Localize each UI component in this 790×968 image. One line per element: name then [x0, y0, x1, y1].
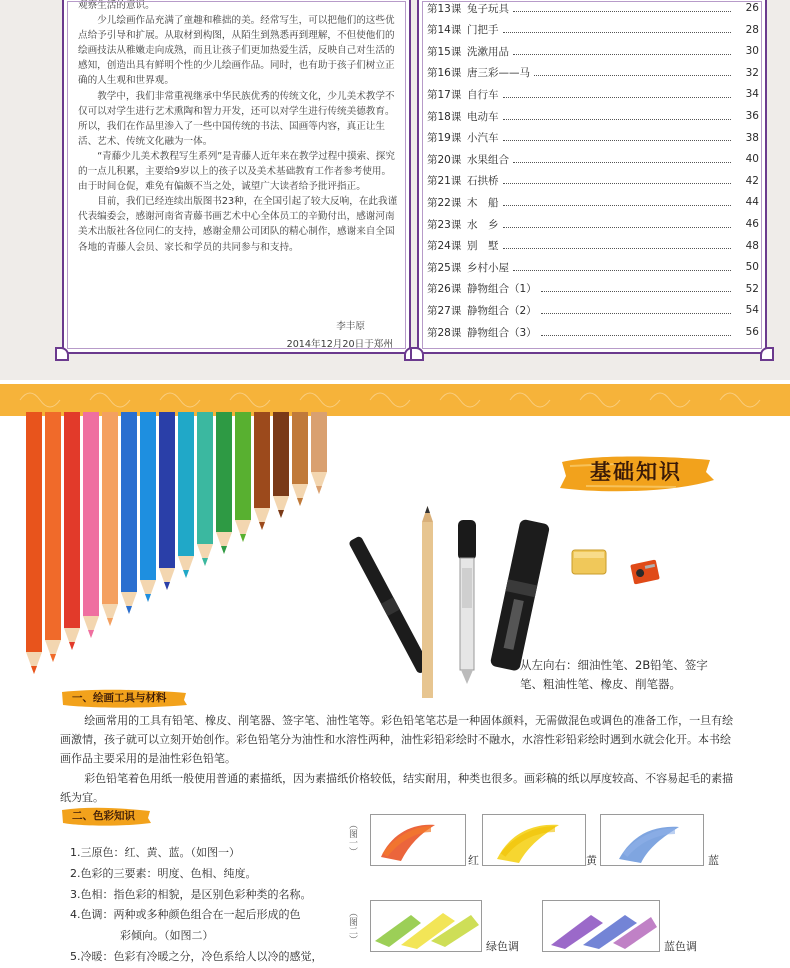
swatch-label: 红 — [468, 854, 479, 867]
preface-paragraph: 教学中，我们非常重视继承中华民族优秀的传统文化，少儿美术教学不仅可以对学生进行艺术熏陶和智力开发，还可以对学生进行传统美德教育。所以，我们在作品里渗入了一些中国传统的书法、国画等内容，真正让生活、艺术、传统文化融为一体。 — [78, 90, 395, 147]
toc-leader-dots — [503, 227, 732, 228]
toc-lesson-title: 水 乡 — [467, 218, 499, 231]
toc-lesson-title: 自行车 — [467, 88, 499, 101]
toc-row[interactable] — [427, 256, 759, 278]
toc-leader-dots — [503, 248, 732, 249]
figure-label: （图一） — [347, 820, 357, 856]
toc-lesson-title: 别 墅 — [467, 240, 499, 253]
toc-lesson-title: 石拱桥 — [467, 175, 499, 188]
toc-page-number: 48 — [745, 239, 759, 252]
toc-lesson-number: 第20课 — [427, 153, 462, 166]
toc-row[interactable] — [427, 191, 759, 213]
toc-page-number: 36 — [745, 110, 759, 122]
swatch-blue-tone — [542, 900, 660, 952]
swatch-label: 黄 — [586, 854, 597, 867]
toc-lesson-number: 第17课 — [427, 88, 462, 101]
color-list-item: 4.色调：两种或多种颜色组合在一起后形成的色 — [70, 908, 301, 922]
tools-caption: 从左向右：细油性笔、2B铅笔、签字笔、粗油性笔、橡皮、削笔器。 — [520, 658, 708, 691]
swatch-blue — [600, 814, 704, 866]
toc-row[interactable] — [427, 321, 759, 343]
toc-lesson-title: 木 船 — [467, 196, 499, 209]
toc-lesson-number: 第21课 — [427, 175, 462, 188]
toc-lesson-number: 第27课 — [427, 304, 462, 317]
toc-leader-dots — [541, 313, 731, 314]
toc-lesson-title: 静物组合（2） — [467, 304, 537, 317]
toc-page-number: 34 — [745, 88, 759, 101]
toc-leader-dots — [503, 32, 732, 33]
toc-lesson-number: 第23课 — [427, 218, 462, 231]
colored-pencil-icon — [45, 412, 61, 662]
swatch-green-tone — [370, 900, 482, 952]
toc-lesson-number: 第26课 — [427, 283, 462, 296]
toc-lesson-number: 第16课 — [427, 67, 462, 80]
toc-row[interactable] — [427, 127, 759, 149]
colored-pencil-icon — [254, 412, 270, 530]
color-list-item: 1.三原色：红、黄、蓝。（如图一） — [70, 846, 240, 859]
preface-paragraph: “青藤少儿美术教程写生系列”是青藤人近年来在教学过程中摸索、探究的一点儿积累，主要给9岁以上的孩子以及美术基础教育工作者参考使用。由于时间仓促，难免有偏颇不当之处，诚望广大读者给予批评指正。 — [78, 150, 395, 193]
colored-pencil-icon — [140, 412, 156, 602]
toc-leader-dots — [513, 270, 731, 271]
color-list-item: 3.色相：指色彩的相貌，是区别色彩种类的名称。 — [70, 887, 312, 901]
section-title-label: 二、色彩知识 — [72, 810, 135, 822]
toc-row[interactable] — [427, 19, 759, 41]
toc-row[interactable] — [427, 105, 759, 127]
colored-pencil-icon — [159, 412, 175, 590]
toc-lesson-title: 门把手 — [467, 24, 499, 37]
preface-paragraph: 目前，我们已经连续出版图书23种，在全国引起了较大反响，在此我谨代表编委会，感谢河南省青藤书画艺术中心全体员工的辛勤付出，感谢河南美术出版社各位同仁的支持，感谢金鼎公司团队的精心制作，感谢来自全国各地的青藤人会员、家长和学员的共同参与和支持。 — [78, 196, 398, 253]
toc-row[interactable] — [427, 278, 759, 300]
pencil-2b-icon — [422, 506, 433, 698]
colored-pencil-icon — [121, 412, 137, 614]
toc-lesson-number: 第28课 — [427, 326, 462, 339]
toc-lesson-title: 水果组合 — [467, 153, 509, 166]
swatch-red — [370, 814, 466, 866]
toc-page-number: 32 — [745, 66, 759, 79]
colored-pencil-icon — [178, 412, 194, 578]
toc-lesson-number: 第14课 — [427, 24, 462, 37]
section-title-label: 一、绘画工具与材料 — [72, 692, 167, 704]
preface-paragraph: 观察生活的意识。 — [78, 0, 155, 11]
colored-pencil-icon — [311, 412, 327, 494]
toc-lesson-title: 小汽车 — [467, 132, 499, 145]
swatch-label: 蓝 — [708, 854, 719, 867]
colored-pencil-icon — [292, 412, 308, 506]
color-list-item: 2.色彩的三要素：明度、色相、纯度。 — [70, 866, 257, 880]
section-body-tools — [60, 711, 736, 807]
toc-row[interactable] — [427, 299, 759, 321]
toc-leader-dots — [534, 75, 731, 76]
toc-lesson-title: 洗漱用品 — [467, 45, 509, 58]
toc-lesson-number: 第25课 — [427, 261, 462, 274]
colored-pencils-image — [0, 412, 360, 682]
toc-row[interactable] — [427, 40, 759, 62]
body-paragraph: 绘画常用的工具有铅笔、橡皮、削笔器、签字笔、油性笔等。彩色铅笔笔芯是一种固体颜料，无需做混色或调色的准备工作，一旦有绘画激情，孩子就可以立刻开始创作。彩色铅笔分为油性和水溶性两种，油性彩铅彩绘时不融水，水溶性彩铅彩绘时遇到水就会化开。本书绘画作品主要采用的是油性彩色铅笔。 — [60, 714, 734, 766]
section-title-colors — [60, 806, 152, 826]
toc-page-number: 46 — [745, 218, 759, 230]
swatch-label: 蓝色调 — [664, 940, 697, 953]
toc-leader-dots — [503, 119, 732, 120]
toc-page-number: 56 — [745, 326, 759, 338]
colored-pencil-icon — [273, 412, 289, 518]
toc-page-number: 54 — [745, 304, 759, 317]
toc-lesson-title: 兔子玩具 — [467, 2, 509, 15]
toc-row[interactable] — [427, 170, 759, 192]
toc-leader-dots — [541, 291, 731, 292]
toc-lesson-title: 电动车 — [467, 110, 499, 123]
eraser-icon — [572, 550, 606, 574]
toc-leader-dots — [513, 54, 731, 55]
section-title-tools — [60, 688, 188, 708]
top-spread — [0, 0, 790, 380]
toc-lesson-number: 第24课 — [427, 240, 462, 253]
page-heading: 基础知识 — [590, 460, 682, 484]
body-paragraph: 彩色铅笔着色用纸一般使用普通的素描纸，因为素描纸价格较低，结实耐用，种类也很多。画彩稿的纸以厚度较高、不容易起毛的素描纸为宜。 — [60, 771, 734, 804]
toc-lesson-title: 唐三彩——马 — [467, 67, 530, 80]
thick-marker-icon — [490, 519, 551, 672]
toc-frame — [417, 0, 767, 354]
toc-page-number: 26 — [745, 2, 759, 14]
toc-row[interactable] — [427, 83, 759, 105]
preface-date: 2014年12月20日于郑州 — [286, 339, 393, 350]
toc-page-number: 52 — [745, 282, 759, 295]
colored-pencil-icon — [83, 412, 99, 638]
toc-leader-dots — [503, 205, 732, 206]
toc-lesson-number: 第18课 — [427, 110, 462, 123]
colored-pencil-icon — [26, 412, 42, 674]
toc-page-number: 38 — [745, 131, 759, 144]
toc-page-number: 40 — [745, 153, 759, 166]
frame-corner-ornament — [55, 347, 69, 361]
toc-page-number: 42 — [745, 174, 759, 187]
preface-frame — [62, 0, 411, 354]
frame-corner-ornament — [760, 347, 774, 361]
toc-lesson-title: 乡村小屋 — [467, 261, 509, 274]
toc-row[interactable] — [427, 0, 759, 19]
toc-lesson-title: 静物组合（3） — [467, 326, 537, 339]
colored-pencil-icon — [197, 412, 213, 566]
toc-leader-dots — [513, 11, 731, 12]
colored-pencil-icon — [235, 412, 251, 542]
toc-leader-dots — [503, 97, 732, 98]
toc-leader-dots — [503, 140, 732, 141]
toc-page-number: 44 — [745, 196, 759, 209]
toc-lesson-title: 静物组合（1） — [467, 283, 537, 296]
toc-row[interactable] — [427, 235, 759, 257]
gel-pen-icon — [458, 520, 476, 684]
figure-label: （图二） — [347, 908, 357, 944]
toc-row[interactable] — [427, 62, 759, 84]
frame-corner-ornament — [410, 347, 424, 361]
toc-lesson-number: 第13课 — [427, 2, 462, 15]
toc-row[interactable] — [427, 148, 759, 170]
preface-text — [78, 0, 398, 255]
toc-leader-dots — [503, 183, 732, 184]
toc-page-number: 28 — [745, 23, 759, 36]
toc-page-number: 50 — [745, 261, 759, 274]
swatch-label: 绿色调 — [486, 940, 519, 953]
preface-author: 李丰原 — [336, 321, 365, 332]
toc-row[interactable] — [427, 213, 759, 235]
swatch-yellow — [482, 814, 586, 866]
toc-lesson-number: 第19课 — [427, 132, 462, 145]
toc-leader-dots — [513, 162, 731, 163]
preface-paragraph: 少儿绘画作品充满了童趣和稚拙的美。经常写生，可以把他们的这些优点给予引导和扩展。从取材到构图，从陌生到熟悉再到理解，不但使他们的绘画技法从稚嫩走向成熟，而且让孩子们更加热爱生活，反映自己对生活的感知，创造出具有鲜明个性的少儿绘画作品。同时，也有助于孩子们树立正确的人生观和世界观。 — [78, 15, 395, 87]
sharpener-icon — [630, 560, 660, 585]
toc-page-number: 30 — [745, 45, 759, 58]
colored-pencil-icon — [64, 412, 80, 650]
toc-leader-dots — [541, 335, 731, 336]
toc-lesson-number: 第15课 — [427, 45, 462, 58]
color-list-item: 5.冷暖：色彩有冷暖之分，冷色系给人以冷的感觉， — [70, 949, 323, 963]
colored-pencil-icon — [102, 412, 118, 626]
color-knowledge-list — [70, 843, 360, 968]
toc-lesson-number: 第22课 — [427, 196, 462, 209]
color-list-item-continued: 彩倾向。（如图二） — [120, 929, 214, 943]
colored-pencil-icon — [216, 412, 232, 554]
